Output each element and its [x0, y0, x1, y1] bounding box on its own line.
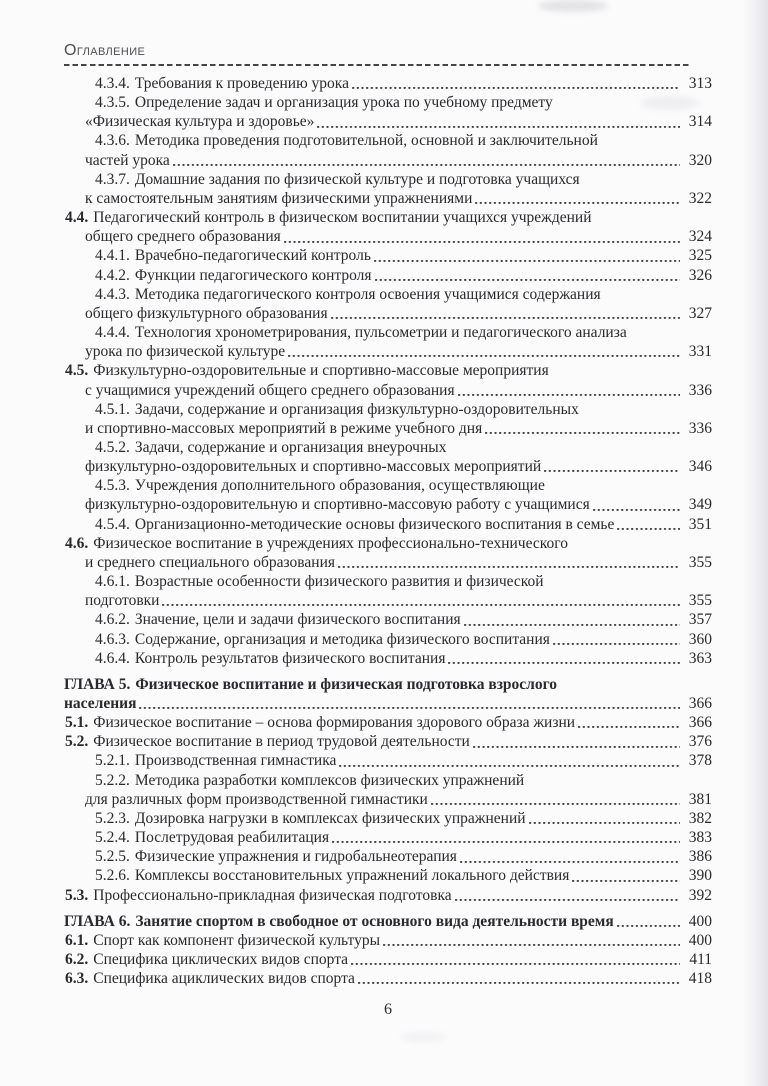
dot-leader: [485, 419, 680, 438]
entry-number: 5.2.: [65, 733, 89, 751]
dot-leader: [544, 457, 680, 476]
entry-number: 4.4.4.: [95, 324, 130, 342]
entry-title: частей урока: [85, 151, 170, 169]
dot-leader: [284, 227, 680, 246]
toc-line: [64, 790, 712, 809]
dot-leader: [162, 591, 680, 610]
toc-line: [64, 886, 712, 905]
entry-page-number: 400: [688, 931, 712, 949]
entry-number: 4.4.1.: [95, 247, 130, 265]
entry-number: 5.1.: [65, 714, 89, 732]
toc-line: [64, 208, 712, 227]
entry-page-number: 327: [688, 304, 712, 322]
entry-page-number: 360: [688, 630, 712, 648]
entry-title: к самостоятельным занятиям физическими упражнениями: [85, 189, 473, 207]
toc-line: [64, 93, 712, 112]
dot-leader: [339, 751, 680, 770]
toc-line: [64, 457, 712, 476]
entry-page-number: 366: [688, 714, 712, 732]
entry-number: 5.2.3.: [95, 809, 130, 827]
entry-number: 4.5.: [65, 362, 89, 380]
entry-title: Производственная гимнастика: [134, 752, 337, 770]
entry-page-number: 355: [688, 553, 712, 571]
dot-leader: [338, 553, 680, 572]
entry-page-number: 390: [688, 867, 712, 885]
toc-line: [64, 591, 712, 610]
page-edge-shadow: [742, 0, 768, 1086]
dot-leader: [383, 931, 680, 950]
entry-title: общего среднего образования: [85, 228, 281, 246]
entry-number: 4.6.4.: [95, 649, 130, 667]
entry-title: Контроль результатов физического воспитания: [134, 649, 446, 667]
dot-leader: [617, 912, 680, 931]
toc: [64, 74, 712, 988]
entry-number: 4.6.: [65, 534, 89, 552]
entry-title: физкультурно-оздоровительных и спортивно-массовых мероприятий: [85, 458, 542, 476]
dot-leader: [572, 866, 680, 885]
entry-page-number: 386: [688, 848, 712, 866]
toc-line: [64, 266, 712, 285]
entry-title: Содержание, организация и методика физического воспитания: [134, 630, 550, 648]
toc-line: [64, 304, 712, 323]
entry-number: 5.3.: [65, 886, 89, 904]
entry-number: 4.3.5.: [95, 94, 130, 112]
entry-page-number: 418: [688, 970, 712, 988]
dot-leader: [578, 713, 680, 732]
entry-number: 6.2.: [65, 951, 89, 969]
toc-line: [64, 323, 712, 342]
toc-line: [64, 189, 712, 208]
toc-line: [64, 419, 712, 438]
entry-title: Физическое воспитание в период трудовой деятельности: [93, 733, 470, 751]
entry-title: Педагогический контроль в физическом воспитании учащихся учреждений: [93, 209, 592, 227]
header-dashed-rule: [64, 64, 690, 66]
toc-line: [64, 151, 712, 170]
entry-page-number: 326: [688, 266, 712, 284]
dot-leader: [464, 610, 680, 629]
toc-line: [64, 227, 712, 246]
toc-line: [64, 534, 712, 553]
entry-number: 4.4.2.: [95, 266, 130, 284]
toc-line: [64, 649, 712, 668]
entry-number: ГЛАВА 6.: [64, 912, 131, 930]
toc-line: [64, 630, 712, 649]
dot-leader: [332, 828, 680, 847]
entry-number: 4.3.6.: [95, 132, 130, 150]
dot-leader: [455, 886, 680, 905]
entry-page-number: 366: [688, 695, 712, 712]
entry-title: Организационно-методические основы физического воспитания в семье: [134, 515, 615, 533]
entry-title: Определение задач и организация урока по учебному предмету: [134, 94, 553, 112]
entry-title: Методика разработки комплексов физических упражнений: [134, 771, 525, 789]
entry-number: 4.3.4.: [95, 75, 130, 92]
entry-page-number: 400: [688, 912, 712, 930]
dot-leader: [617, 515, 680, 534]
entry-number: 4.5.3.: [95, 477, 130, 495]
entry-number: 4.6.1.: [95, 573, 130, 591]
dot-leader: [553, 630, 680, 649]
entry-number: 5.2.6.: [95, 867, 130, 885]
entry-title: Дозировка нагрузки в комплексах физических упражнений: [134, 809, 526, 827]
toc-line: [64, 751, 712, 770]
entry-title: Возрастные особенности физического развития и физической: [134, 573, 544, 591]
entry-number: ГЛАВА 5.: [64, 675, 131, 693]
toc-line: [64, 713, 712, 732]
entry-title: и спортивно-массовых мероприятий в режиме учебного дня: [85, 419, 483, 437]
entry-page-number: 313: [688, 75, 712, 92]
toc-line: [64, 74, 712, 93]
entry-title: Задачи, содержание и организация внеурочных: [134, 438, 447, 456]
entry-number: 4.5.1.: [95, 400, 130, 418]
toc-line: [64, 381, 712, 400]
entry-page-number: 357: [688, 611, 712, 629]
entry-number: 5.2.5.: [95, 848, 130, 866]
dot-leader: [458, 381, 680, 400]
entry-page-number: 336: [688, 381, 712, 399]
toc-line: [64, 112, 712, 131]
entry-title: Физические упражнения и гидробальнеотерапия: [134, 848, 457, 866]
entry-page-number: 346: [688, 458, 712, 476]
toc-line: [64, 610, 712, 629]
toc-line: [64, 931, 712, 950]
toc-line: [64, 675, 712, 694]
entry-page-number: 325: [688, 247, 712, 265]
entry-number: 5.2.4.: [95, 829, 130, 847]
entry-title: Технология хронометрирования, пульсометрии и педагогического анализа: [134, 324, 627, 342]
entry-page-number: 349: [688, 496, 712, 514]
page-title: Оглавление: [64, 42, 146, 59]
entry-page-number: 383: [688, 829, 712, 847]
entry-title: Методика педагогического контроля освоения учащимися содержания: [134, 285, 601, 303]
entry-page-number: 392: [688, 886, 712, 904]
toc-line: [64, 553, 712, 572]
entry-number: 4.5.2.: [95, 438, 130, 456]
entry-title: и среднего специального образования: [85, 553, 335, 571]
toc-line: [64, 246, 712, 265]
toc-line: [64, 515, 712, 534]
dot-leader: [352, 74, 680, 93]
entry-title: с учащимися учреждений общего среднего образования: [85, 381, 455, 399]
dot-leader: [529, 809, 680, 828]
entry-title: Значение, цели и задачи физического воспитания: [134, 611, 461, 629]
page-number-footer: 6: [384, 1001, 392, 1019]
dot-leader: [375, 266, 680, 285]
scan-artifact: [400, 1032, 446, 1042]
dot-leader: [374, 246, 680, 265]
entry-page-number: 376: [688, 733, 712, 751]
entry-title: Функции педагогического контроля: [134, 266, 372, 284]
entry-number: 6.1.: [65, 931, 89, 949]
entry-page-number: 314: [688, 113, 712, 131]
dot-leader: [139, 694, 680, 713]
entry-page-number: 351: [688, 515, 712, 533]
entry-title: Врачебно-педагогический контроль: [134, 247, 371, 265]
entry-title: Физическое воспитание и физическая подготовка взрослого: [135, 675, 558, 693]
entry-page-number: 411: [689, 951, 712, 969]
entry-page-number: 331: [688, 343, 712, 361]
scan-artifact: [538, 0, 608, 12]
entry-title: Физическое воспитание – основа формирования здорового образа жизни: [93, 714, 576, 732]
entry-page-number: 336: [688, 419, 712, 437]
entry-number: 4.6.3.: [95, 630, 130, 648]
entry-title: для различных форм производственной гимнастики: [85, 790, 428, 808]
entry-title: «Физическая культура и здоровье»: [85, 113, 315, 131]
dot-leader: [431, 790, 680, 809]
entry-page-number: 378: [688, 752, 712, 770]
entry-title: Методика проведения подготовительной, основной и заключительной: [134, 132, 598, 150]
toc-line: [64, 572, 712, 591]
entry-page-number: 322: [688, 189, 712, 207]
entry-page-number: 382: [688, 809, 712, 827]
toc-line: [64, 771, 712, 790]
toc-line: [64, 732, 712, 751]
entry-title: Домашние задания по физической культуре и подготовка учащихся: [134, 170, 580, 188]
entry-title: урока по физической культуре: [85, 343, 286, 361]
toc-line: [64, 438, 712, 457]
toc-line: [64, 866, 712, 885]
dot-leader: [317, 112, 680, 131]
toc-line: [64, 285, 712, 304]
toc-line: [64, 969, 712, 988]
entry-page-number: 324: [688, 228, 712, 246]
entry-title: Занятие спортом в свободное от основного вида деятельности время: [135, 912, 614, 930]
toc-line: [64, 694, 712, 713]
toc-line: [64, 847, 712, 866]
dot-leader: [448, 649, 680, 668]
entry-number: 4.5.4.: [95, 515, 130, 533]
entry-title: Учреждения дополнительного образования, осуществляющие: [134, 477, 545, 495]
dot-leader: [331, 304, 680, 323]
toc-line: [64, 495, 712, 514]
page-content: [64, 42, 712, 1019]
dot-leader: [173, 151, 680, 170]
dot-leader: [475, 189, 680, 208]
toc-line: [64, 361, 712, 380]
entry-number: 4.3.7.: [95, 170, 130, 188]
toc-line: [64, 828, 712, 847]
entry-title: Спорт как компонент физической культуры: [93, 931, 381, 949]
toc-line: [64, 476, 712, 495]
dot-leader: [460, 847, 680, 866]
toc-line: [64, 131, 712, 150]
dot-leader: [288, 342, 680, 361]
toc-line: [64, 950, 712, 969]
dot-leader: [593, 495, 680, 514]
entry-title: Физическое воспитание в учреждениях профессионально-технического: [93, 534, 568, 552]
entry-page-number: 320: [688, 151, 712, 169]
entry-title: населения: [64, 695, 137, 712]
entry-page-number: 363: [688, 649, 712, 667]
toc-line: [64, 400, 712, 419]
entry-page-number: 381: [688, 790, 712, 808]
entry-title: подготовки: [85, 592, 160, 610]
entry-page-number: 355: [688, 592, 712, 610]
entry-number: 5.2.1.: [95, 752, 130, 770]
entry-title: Профессионально-прикладная физическая подготовка: [93, 886, 452, 904]
dot-leader: [351, 950, 680, 969]
entry-number: 4.6.2.: [95, 611, 130, 629]
toc-line: [64, 809, 712, 828]
entry-title: Комплексы восстановительных упражнений локального действия: [134, 867, 570, 885]
dot-leader: [473, 732, 680, 751]
toc-line: [64, 170, 712, 189]
entry-title: общего физкультурного образования: [85, 304, 328, 322]
entry-title: Требования к проведению урока: [134, 75, 349, 92]
entry-title: Послетрудовая реабилитация: [134, 829, 330, 847]
entry-number: 6.3.: [65, 970, 89, 988]
entry-number: 4.4.3.: [95, 285, 130, 303]
entry-number: 5.2.2.: [95, 771, 130, 789]
dot-leader: [358, 969, 680, 988]
entry-title: физкультурно-оздоровительную и спортивно-массовую работу с учащимися: [85, 496, 590, 514]
toc-line: [64, 912, 712, 931]
entry-number: 4.4.: [65, 209, 89, 227]
entry-title: Физкультурно-оздоровительные и спортивно-массовые мероприятия: [93, 362, 549, 380]
entry-title: Задачи, содержание и организация физкультурно-оздоровительных: [134, 400, 579, 418]
entry-title: Специфика циклических видов спорта: [93, 951, 349, 969]
toc-line: [64, 342, 712, 361]
entry-title: Специфика ациклических видов спорта: [93, 970, 355, 988]
